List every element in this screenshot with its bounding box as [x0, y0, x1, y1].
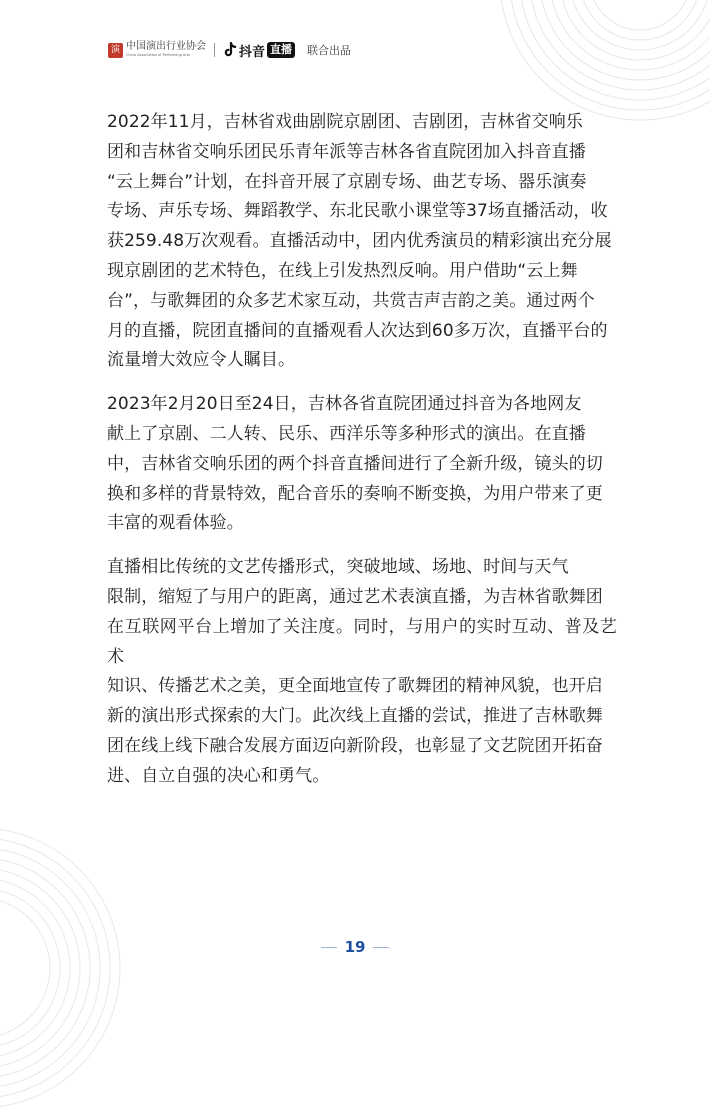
page-number: 19	[344, 938, 366, 956]
header-divider	[214, 43, 215, 57]
decorative-circles-bottom-left	[0, 818, 130, 1118]
association-name	[126, 42, 206, 58]
paragraph-2: 2023年2月20日至24日，吉林各省直院团通过抖音为各地网友 献上了京剧、二人转、民乐、西洋乐等多种形式的演出。在直播 中，吉林省交响乐团的两个抖音直播间进行了全新升级，镜头的切 换和多样的背景特效，配合音乐的奏响不断变换，为用户带来了更 丰富的观看体验。	[107, 394, 603, 534]
body-text	[107, 108, 617, 806]
page-header	[108, 37, 351, 63]
joint-production-label: 联合出品	[307, 44, 352, 57]
paragraph-1: 2022年11月，吉林省戏曲剧院京剧团、吉剧团，吉林省交响乐 团和吉林省交响乐团民乐青年派等吉林各省直院团加入抖音直播 “云上舞台”计划，在抖音开展了京剧专场、曲艺专场、器乐演奏 专场、声乐专场、舞蹈教学、东北民歌小课堂等37场直播活动，收 获259.48万次观看。直播活动中，团内优秀演员的精彩演出充分展 现京剧团的艺术特色，在线上引发热烈反响。用户借助“云上舞 台”，与歌舞团的众多艺术家互动，共赏吉声吉韵之美。通过两个 月的直播，院团直播间的直播观看人次达到60多万次，直播平台的 流量增大效应令人瞩目。	[107, 112, 612, 371]
douyin-logo	[223, 41, 295, 60]
douyin-logo-icon	[223, 42, 237, 58]
douyin-wordmark: 抖音	[239, 44, 266, 60]
association-name-en: China Association of Performing Arts	[126, 53, 190, 58]
live-badge: 直播	[267, 42, 295, 58]
association-logo-icon: 演	[108, 43, 123, 58]
page-footer	[0, 938, 710, 956]
footer-dash-right	[373, 947, 389, 948]
paragraph-3: 直播相比传统的文艺传播形式，突破地域、场地、时间与天气 限制，缩短了与用户的距离，通过艺术表演直播，为吉林省歌舞团 在互联网平台上增加了关注度。同时，与用户的实时互动、普及艺术 知识、传播艺术之美，更全面地宣传了歌舞团的精神风貌，也开启 新的演出形式探索的大门。此次线上直播的尝试，推进了吉林歌舞 团在线上线下融合发展方面迈向新阶段，也彰显了文艺院团开拓奋 进、自立自强的决心和勇气。	[107, 557, 617, 786]
association-name-cn: 中国演出行业协会	[126, 41, 206, 53]
footer-dash-left	[321, 947, 337, 948]
